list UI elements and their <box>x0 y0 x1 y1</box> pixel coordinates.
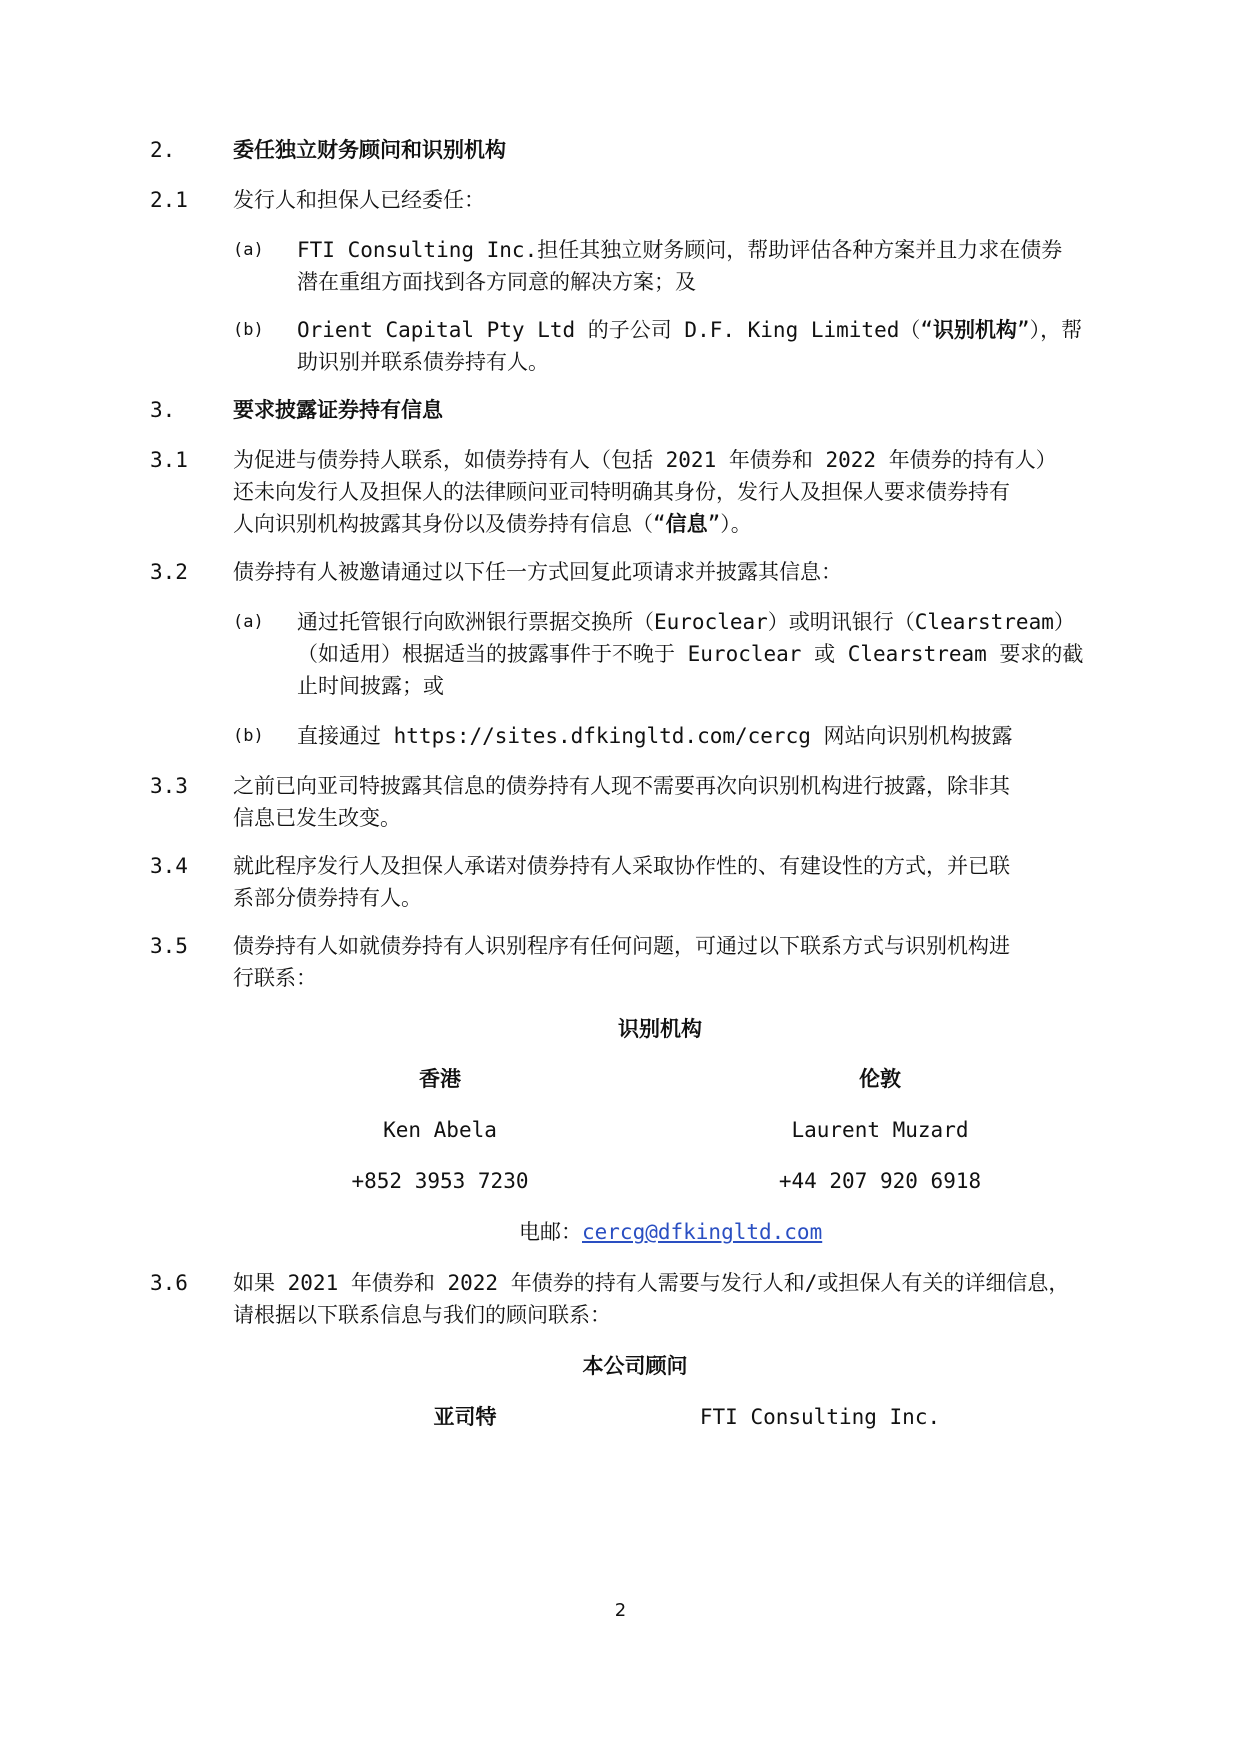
section-number: 2. <box>150 138 176 162</box>
email-label: 电邮： <box>519 1220 582 1244</box>
item-label: (a) <box>233 240 264 260</box>
hk-contact-name: Ken Abela <box>383 1118 497 1142</box>
london-city: 伦敦 <box>859 1067 901 1091</box>
clause-text: 还未向发行人及担保人的法律顾问亚司特明确其身份，发行人及担保人要求债券持有 <box>233 480 1010 504</box>
item-text: 通过托管银行向欧洲银行票据交换所（Euroclear）或明讯银行（Clearstream） <box>297 610 1075 634</box>
text-run: ”）。 <box>707 512 752 536</box>
clause-text: 债券持有人被邀请通过以下任一方式回复此项请求并披露其信息： <box>233 560 842 584</box>
clause-number: 2.1 <box>150 188 188 212</box>
section-title: 委任独立财务顾问和识别机构 <box>233 138 506 162</box>
defined-term: 信息 <box>665 512 708 536</box>
advisers-title: 本公司顾问 <box>582 1354 688 1378</box>
item-text: 潜在重组方面找到各方同意的解决方案；及 <box>297 270 696 294</box>
agent-title: 识别机构 <box>618 1017 702 1041</box>
clause-text: 信息已发生改变。 <box>233 806 401 830</box>
item-text: 直接通过 https://sites.dfkingltd.com/cercg 网站向识别机构披露 <box>297 724 1013 748</box>
section-title: 要求披露证券持有信息 <box>233 398 443 422</box>
clause-text: 请根据以下联系信息与我们的顾问联系： <box>233 1303 611 1327</box>
clause-number: 3.5 <box>150 934 188 958</box>
hk-phone: +852 3953 7230 <box>351 1169 529 1193</box>
email-line <box>519 1215 822 1249</box>
item-label: (b) <box>233 726 264 746</box>
hk-city: 香港 <box>419 1067 461 1091</box>
london-contact-name: Laurent Muzard <box>791 1118 969 1142</box>
text-run: Orient Capital Pty Ltd 的子公司 D.F. King Limited（“ <box>297 318 934 342</box>
section-number: 3. <box>150 398 176 422</box>
london-phone: +44 207 920 6918 <box>778 1169 982 1193</box>
clause-number: 3.3 <box>150 774 188 798</box>
clause-number: 3.6 <box>150 1271 188 1295</box>
clause-text: 如果 2021 年债券和 2022 年债券的持有人需要与发行人和/或担保人有关的详细信息， <box>233 1271 1070 1295</box>
clause-text: 债券持有人如就债券持有人识别程序有任何问题，可通过以下联系方式与识别机构进 <box>233 934 1010 958</box>
item-text: 止时间披露；或 <box>297 674 444 698</box>
item-label: (a) <box>233 612 264 632</box>
item-text: FTI Consulting Inc.担任其独立财务顾问，帮助评估各种方案并且力求在债券 <box>297 238 1063 262</box>
clause-text: 就此程序发行人及担保人承诺对债券持有人采取协作性的、有建设性的方式，并已联 <box>233 854 1010 878</box>
adviser-ashurst: 亚司特 <box>433 1405 497 1429</box>
text-run: ”），帮 <box>1017 318 1083 342</box>
clause-number: 3.1 <box>150 448 188 472</box>
clause-number: 3.2 <box>150 560 188 584</box>
item-text: 助识别并联系债券持有人。 <box>297 350 549 374</box>
defined-term: 识别机构 <box>933 318 1018 342</box>
clause-number: 3.4 <box>150 854 188 878</box>
item-label: (b) <box>233 320 264 340</box>
clause-text <box>233 507 752 541</box>
clause-text: 系部分债券持有人。 <box>233 886 422 910</box>
clause-text: 发行人和担保人已经委任： <box>233 188 485 212</box>
clause-text: 行联系： <box>233 966 317 990</box>
clause-text: 为促进与债券持人联系，如债券持有人（包括 2021 年债券和 2022 年债券的持有人） <box>233 448 1057 472</box>
item-text <box>297 313 1082 347</box>
item-text: （如适用）根据适当的披露事件于不晚于 Euroclear 或 Clearstream 要求的截 <box>297 642 1084 666</box>
text-run: 人向识别机构披露其身份以及债券持有信息（“ <box>233 512 666 536</box>
page-number: 2 <box>614 1600 627 1621</box>
clause-text: 之前已向亚司特披露其信息的债券持有人现不需要再次向识别机构进行披露，除非其 <box>233 774 1010 798</box>
adviser-fti: FTI Consulting Inc. <box>699 1405 941 1429</box>
email-link[interactable]: cercg@dfkingltd.com <box>582 1220 823 1244</box>
